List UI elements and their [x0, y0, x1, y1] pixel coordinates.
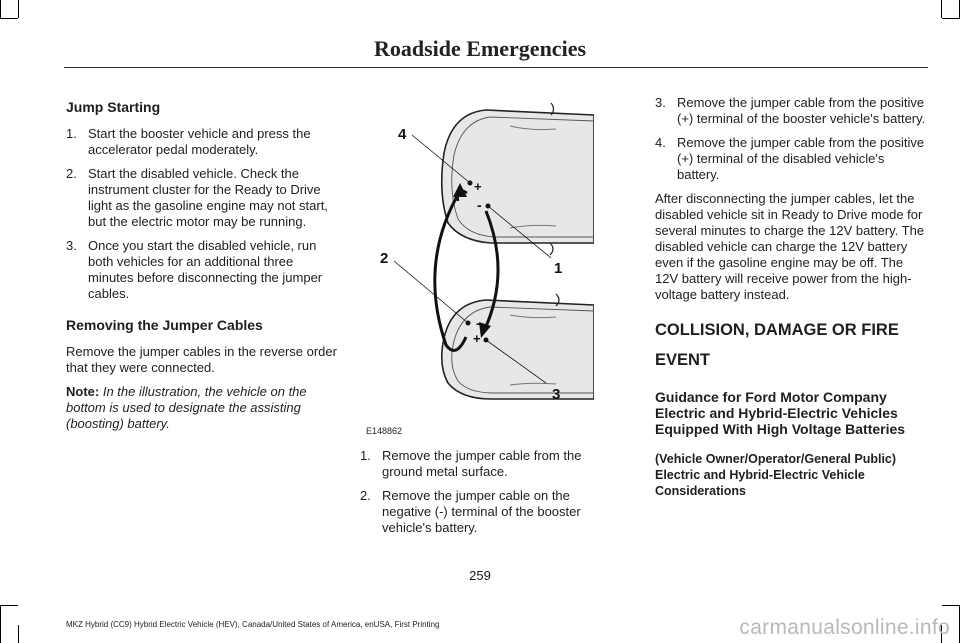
removing-cables-heading: Removing the Jumper Cables [66, 317, 263, 333]
step-text: Once you start the disabled vehicle, run both vehicles for an additional three minutes before disconnecting the jumper cables. [88, 238, 323, 301]
list-item [655, 135, 927, 183]
crop-mark [942, 605, 960, 606]
list-item [66, 238, 338, 302]
step-number: 2. [360, 488, 371, 503]
step-number: 1. [66, 126, 77, 141]
step-text: Remove the jumper cable from the positive (+) terminal of the disabled vehicle's battery. [677, 135, 925, 182]
header-rule [64, 67, 928, 68]
list-item [66, 126, 338, 158]
step-text: Remove the jumper cable on the negative (-) terminal of the booster vehicle's battery. [382, 488, 581, 535]
removal-paragraph: Remove the jumper cables in the reverse order that they were connected. [66, 344, 337, 375]
step-number: 2. [66, 166, 77, 181]
figure-code: E148862 [366, 426, 403, 436]
step-text: Remove the jumper cable from the ground metal surface. [382, 448, 582, 479]
note-label: Note: [66, 384, 100, 399]
minus-sign: - [476, 315, 481, 331]
right-column [655, 95, 927, 499]
plus-sign: + [474, 179, 482, 194]
left-column [66, 98, 338, 440]
jump-start-illustration [366, 93, 594, 440]
list-item [655, 95, 927, 127]
booster-vehicle [442, 294, 594, 399]
after-disconnect-paragraph: After disconnecting the jumper cables, let the disabled vehicle sit in Ready to Drive mode for several minutes to charge the 12V battery. The disabled vehicle can charge the 12V battery even if the gasoline engine may be off. The 12V battery will receive power from the high-voltage battery instead. [655, 191, 925, 302]
crop-mark [0, 605, 18, 606]
middle-column [360, 448, 604, 544]
collision-heading-line1: COLLISION, DAMAGE OR FIRE [655, 321, 899, 339]
step-number: 3. [66, 238, 77, 253]
removal-steps-1 [360, 448, 604, 536]
list-item [360, 488, 604, 536]
guidance-heading: Guidance for Ford Motor Company Electric and Hybrid-Electric Vehicles Equipped With High Voltage Batteries [655, 389, 906, 437]
step-text: Remove the jumper cable from the positive (+) terminal of the booster vehicle's battery. [677, 95, 926, 126]
step-text: Start the booster vehicle and press the accelerator pedal moderately. [88, 126, 311, 157]
removal-steps-2 [655, 95, 927, 183]
minus-sign: - [477, 197, 482, 213]
note [66, 384, 338, 432]
jump-starting-heading: Jump Starting [66, 99, 161, 115]
list-item [360, 448, 604, 480]
illustration-svg [366, 93, 594, 440]
callout-2: 2 [380, 250, 389, 267]
list-item [66, 166, 338, 230]
crop-mark [18, 625, 19, 643]
jump-start-steps [66, 126, 338, 302]
considerations-heading: (Vehicle Owner/Operator/General Public) Electric and Hybrid-Electric Vehicle Considerations [655, 452, 897, 498]
collision-heading-line2: EVENT [655, 351, 711, 369]
page-number: 259 [469, 568, 491, 583]
crop-mark [941, 0, 942, 18]
step-number: 3. [655, 95, 666, 110]
crop-mark [0, 0, 1, 18]
callout-3: 3 [552, 386, 561, 403]
plus-sign: + [473, 331, 481, 346]
crop-mark [0, 18, 18, 19]
step-text: Start the disabled vehicle. Check the instrument cluster for the Ready to Drive light as the gasoline engine may not start, but the electric motor may be running. [88, 166, 328, 229]
collision-heading [655, 319, 927, 371]
step-number: 4. [655, 135, 666, 150]
step-number: 1. [360, 448, 371, 463]
crop-mark [942, 18, 960, 19]
note-text: In the illustration, the vehicle on the bottom is used to designate the assisting (boosting) battery. [66, 384, 307, 431]
page-title: Roadside Emergencies [373, 36, 587, 61]
callout-4: 4 [398, 126, 407, 143]
footer-text: MKZ Hybrid (CC9) Hybrid Electric Vehicle (HEV), Canada/United States of America, enUSA, First Printing [66, 620, 440, 629]
callout-1: 1 [554, 260, 563, 277]
crop-mark [18, 0, 19, 18]
watermark: carmanualsonline.info [739, 616, 950, 639]
crop-mark [0, 605, 1, 643]
